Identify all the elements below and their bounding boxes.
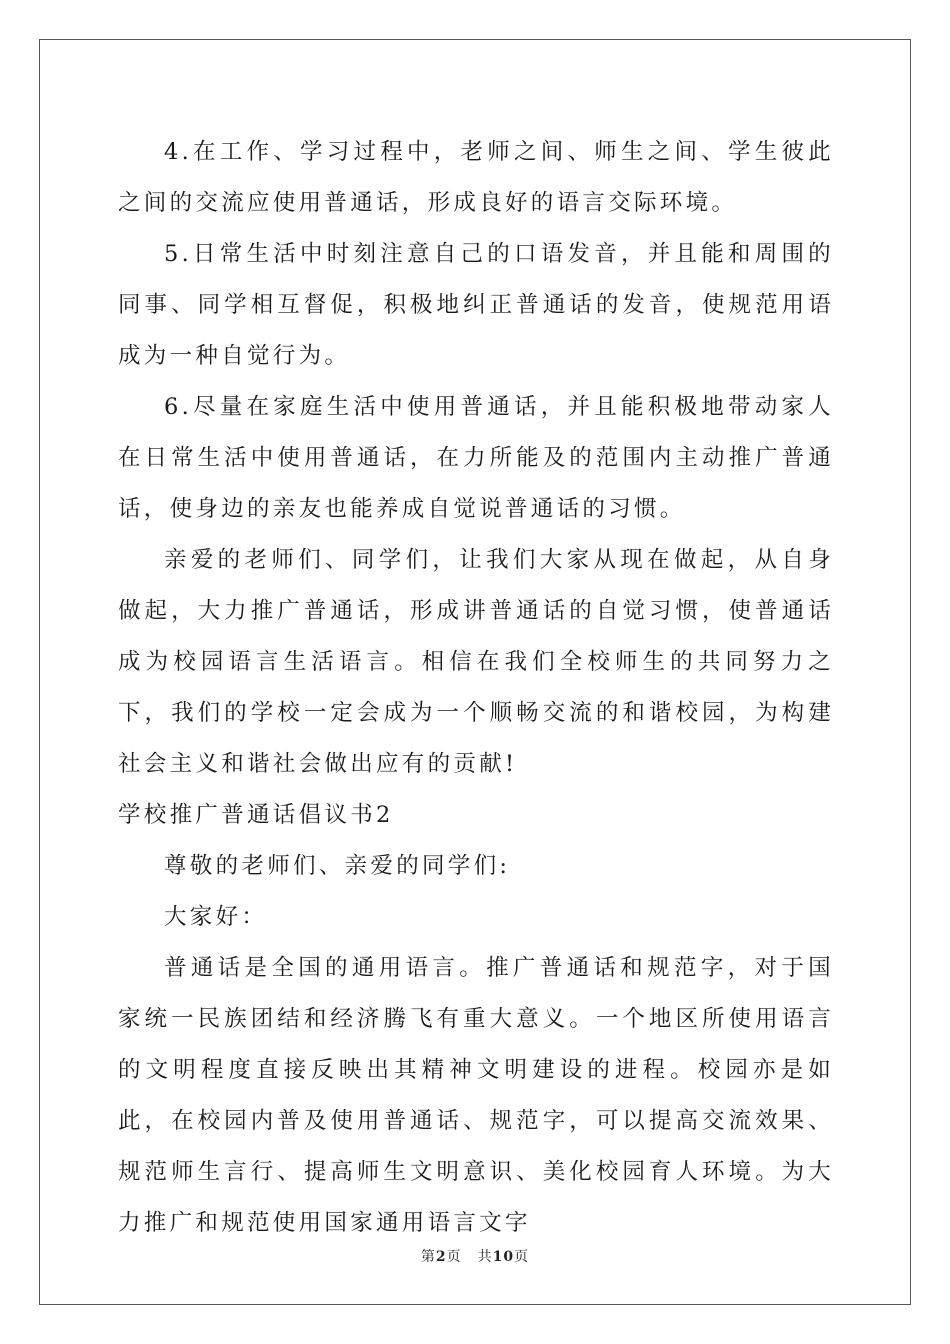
paragraph-item-4: 4.在工作、学习过程中，老师之间、师生之间、学生彼此之间的交流应使用普通话，形成良好的语言交际环境。 (118, 139, 834, 216)
total-pages: 10 (492, 1249, 515, 1265)
paragraph-item-5: 5.日常生活中时刻注意自己的口语发音，并且能和周围的同事、同学相互督促，积极地纠正普通话的发音，使规范用语成为一种自觉行为。 (118, 241, 834, 369)
paragraph-intro: 普通话是全国的通用语言。推广普通话和规范字，对于国家统一民族团结和经济腾飞有重大意义。一个地区所使用语言的文明程度直接反映出其精神文明建设的进程。校园亦是如此，在校园内普及使用普通话、规范字，可以提高交流效果、规范师生言行、提高师生文明意识、美化校园育人环境。为大力推广和规范使用国家通用语言文字 (118, 955, 834, 1236)
salutation: 尊敬的老师们、亲爱的同学们: (164, 853, 511, 879)
total-suffix: 页 (514, 1249, 530, 1265)
page-number: 2 (435, 1249, 447, 1265)
greeting: 大家好： (164, 904, 268, 930)
total-prefix: 共 (477, 1249, 493, 1265)
page-suffix: 页 (446, 1249, 462, 1265)
paragraph-item-6: 6.尽量在家庭生活中使用普通话，并且能积极地带动家人在日常生活中使用普通话，在力所能及的范围内主动推广普通话，使身边的亲友也能养成自觉说普通话的习惯。 (118, 394, 834, 522)
paragraph-closing: 亲爱的老师们、同学们，让我们大家从现在做起，从自身做起，大力推广普通话，形成讲普通话的自觉习惯，使普通话成为校园语言生活语言。相信在我们全校师生的共同努力之下，我们的学校一定会成为一个顺畅交流的和谐校园，为构建社会主义和谐社会做出应有的贡献! (118, 547, 834, 777)
document-body (118, 127, 834, 1249)
page-footer (0, 1246, 950, 1266)
page-prefix: 第 (420, 1249, 436, 1265)
section-heading: 学校推广普通话倡议书2 (118, 802, 394, 828)
